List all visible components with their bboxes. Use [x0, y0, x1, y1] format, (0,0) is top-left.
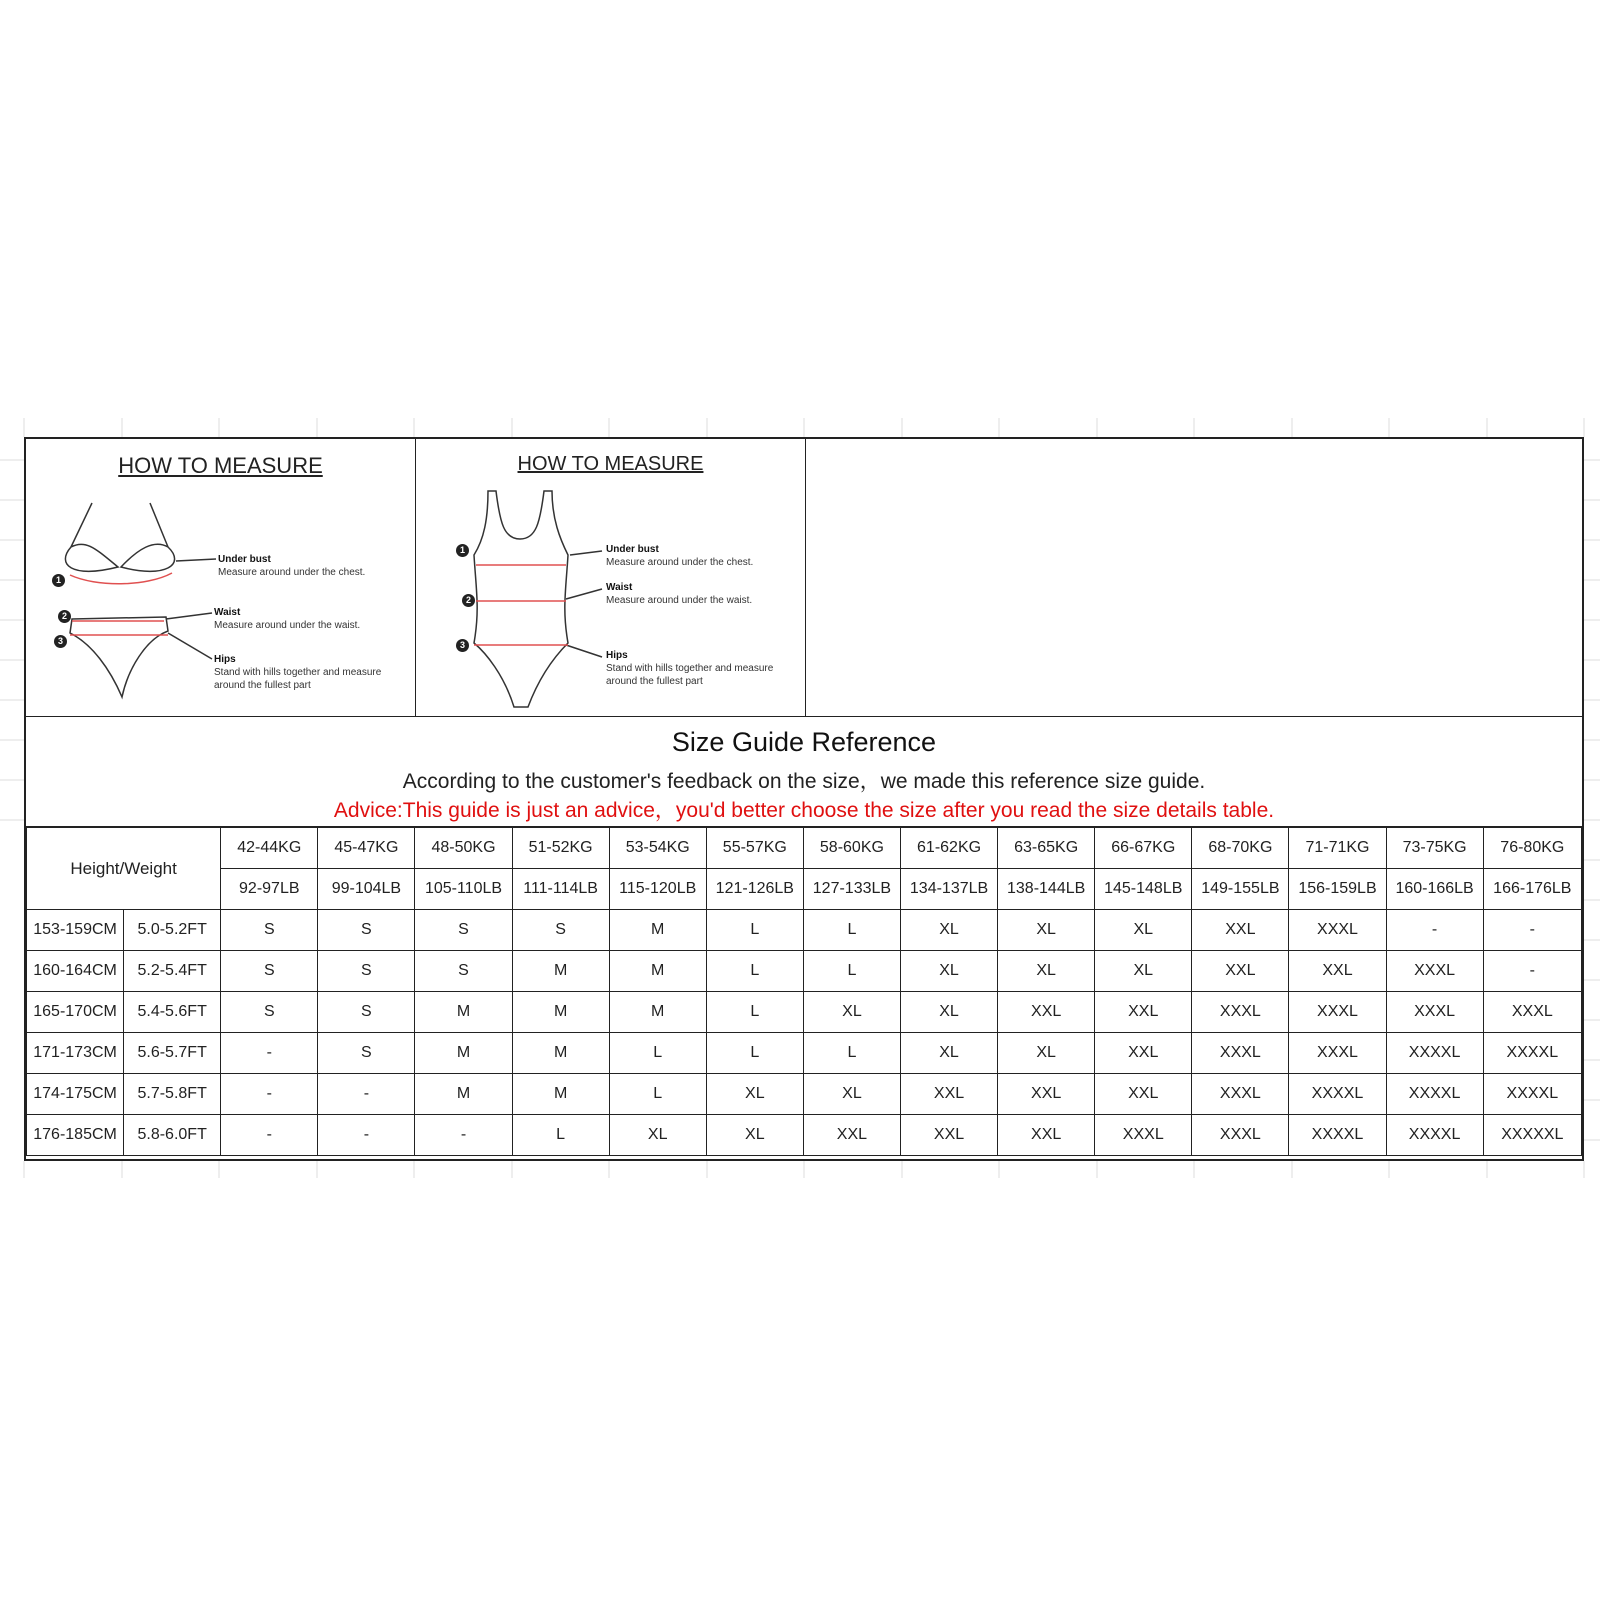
size-cell: XXXXL: [1386, 1074, 1483, 1115]
size-cell: XXXXL: [1483, 1033, 1581, 1074]
height-ft-cell: 5.4-5.6FT: [124, 992, 221, 1033]
size-cell: XXXXL: [1386, 1033, 1483, 1074]
size-cell: XXL: [1095, 1074, 1192, 1115]
size-cell: XXL: [900, 1115, 997, 1156]
size-cell: XXL: [1095, 1033, 1192, 1074]
size-table: [26, 827, 1582, 1156]
size-cell: S: [415, 951, 512, 992]
weight-kg-cell: 48-50KG: [415, 828, 512, 869]
size-cell: XXL: [803, 1115, 900, 1156]
height-ft-cell: 5.0-5.2FT: [124, 910, 221, 951]
weight-lb-cell: 99-104LB: [318, 869, 415, 910]
how-to-measure-onepiece-panel: [416, 439, 806, 717]
size-cell: XL: [706, 1074, 803, 1115]
table-row: [27, 992, 1582, 1033]
size-cell: XXL: [998, 992, 1095, 1033]
size-cell: M: [609, 951, 706, 992]
size-cell: M: [512, 992, 609, 1033]
size-cell: XXXL: [1386, 951, 1483, 992]
size-cell: -: [1386, 910, 1483, 951]
height-cm-cell: 171-173CM: [27, 1033, 124, 1074]
size-cell: XXXL: [1289, 1033, 1386, 1074]
size-cell: L: [706, 1033, 803, 1074]
table-row: [27, 1033, 1582, 1074]
weight-kg-cell: 76-80KG: [1483, 828, 1581, 869]
label-name: Under bust: [606, 544, 659, 555]
label-name: Hips: [606, 650, 628, 661]
size-cell: XXXL: [1095, 1115, 1192, 1156]
height-cm-cell: 153-159CM: [27, 910, 124, 951]
size-cell: L: [706, 910, 803, 951]
size-cell: XXXXL: [1386, 1115, 1483, 1156]
size-cell: XL: [998, 951, 1095, 992]
table-row: [27, 910, 1582, 951]
size-cell: -: [221, 1033, 318, 1074]
label-name: Waist: [214, 607, 241, 618]
size-cell: -: [1483, 910, 1581, 951]
measure-number-3: 3: [54, 635, 67, 648]
table-row: [27, 951, 1582, 992]
size-cell: XXXL: [1289, 910, 1386, 951]
size-rows: [27, 910, 1582, 1156]
size-cell: S: [221, 910, 318, 951]
size-cell: M: [512, 1033, 609, 1074]
size-cell: XXXL: [1386, 992, 1483, 1033]
waist-label: [606, 581, 786, 607]
guide-title: Size Guide Reference: [671, 727, 937, 757]
table-row: [27, 1115, 1582, 1156]
size-cell: -: [415, 1115, 512, 1156]
size-cell: XXL: [1192, 910, 1289, 951]
panel-title: HOW TO MEASURE: [517, 453, 704, 475]
label-name: Hips: [214, 654, 236, 665]
size-cell: -: [318, 1115, 415, 1156]
weight-kg-cell: 42-44KG: [221, 828, 318, 869]
size-cell: XL: [609, 1115, 706, 1156]
size-cell: -: [221, 1115, 318, 1156]
weight-lb-cell: 156-159LB: [1289, 869, 1386, 910]
size-cell: L: [706, 951, 803, 992]
weight-kg-cell: 66-67KG: [1095, 828, 1192, 869]
weight-lb-cell: 105-110LB: [415, 869, 512, 910]
size-cell: -: [1483, 951, 1581, 992]
size-cell: S: [318, 910, 415, 951]
size-cell: M: [415, 992, 512, 1033]
weight-lb-cell: 121-126LB: [706, 869, 803, 910]
height-weight-header: Height/Weight: [27, 828, 221, 910]
height-cm-cell: 176-185CM: [27, 1115, 124, 1156]
size-cell: XXXL: [1192, 1115, 1289, 1156]
label-desc: Stand with hills together and measure around the fullest part: [214, 667, 382, 691]
size-cell: XXL: [1095, 992, 1192, 1033]
size-cell: M: [609, 910, 706, 951]
size-cell: XXXXL: [1483, 1074, 1581, 1115]
size-cell: XXXL: [1192, 992, 1289, 1033]
size-cell: S: [318, 992, 415, 1033]
size-cell: XXL: [1192, 951, 1289, 992]
size-cell: S: [221, 951, 318, 992]
hips-label: [606, 649, 786, 688]
hips-label: [214, 653, 394, 692]
size-cell: L: [803, 910, 900, 951]
size-cell: XL: [1095, 910, 1192, 951]
weight-kg-cell: 61-62KG: [900, 828, 997, 869]
label-desc: Measure around under the waist.: [214, 620, 361, 631]
size-cell: L: [512, 1115, 609, 1156]
size-cell: XXXL: [1192, 1074, 1289, 1115]
height-cm-cell: 174-175CM: [27, 1074, 124, 1115]
size-cell: S: [512, 910, 609, 951]
weight-kg-cell: 53-54KG: [609, 828, 706, 869]
size-cell: XXXXL: [1289, 1074, 1386, 1115]
size-cell: L: [609, 1033, 706, 1074]
weight-kg-cell: 51-52KG: [512, 828, 609, 869]
size-cell: XXXL: [1289, 992, 1386, 1033]
label-name: Waist: [606, 582, 633, 593]
weight-lb-cell: 134-137LB: [900, 869, 997, 910]
panel-title: HOW TO MEASURE: [118, 453, 323, 478]
weight-lb-cell: 138-144LB: [998, 869, 1095, 910]
measure-number-2: 2: [58, 610, 71, 623]
size-cell: XL: [706, 1115, 803, 1156]
size-cell: XXXXXL: [1483, 1115, 1581, 1156]
size-cell: M: [609, 992, 706, 1033]
size-cell: XL: [900, 951, 997, 992]
weight-kg-cell: 63-65KG: [998, 828, 1095, 869]
weight-lb-cell: 92-97LB: [221, 869, 318, 910]
weight-lb-cell: 111-114LB: [512, 869, 609, 910]
size-cell: XXXL: [1192, 1033, 1289, 1074]
size-cell: -: [221, 1074, 318, 1115]
weight-lb-cell: 145-148LB: [1095, 869, 1192, 910]
weight-lb-cell: 166-176LB: [1483, 869, 1581, 910]
size-cell: XXXL: [1483, 992, 1581, 1033]
size-cell: M: [415, 1033, 512, 1074]
height-cm-cell: 165-170CM: [27, 992, 124, 1033]
size-cell: XL: [1095, 951, 1192, 992]
weight-kg-cell: 55-57KG: [706, 828, 803, 869]
weight-kg-cell: 71-71KG: [1289, 828, 1386, 869]
size-cell: XL: [900, 1033, 997, 1074]
size-cell: XL: [803, 1074, 900, 1115]
label-desc: Measure around under the waist.: [606, 595, 753, 606]
size-cell: S: [318, 951, 415, 992]
height-ft-cell: 5.2-5.4FT: [124, 951, 221, 992]
size-cell: XL: [998, 910, 1095, 951]
size-chart-sheet: [24, 437, 1584, 1161]
label-desc: Measure around under the chest.: [606, 557, 754, 568]
size-cell: XL: [900, 992, 997, 1033]
weight-kg-cell: 73-75KG: [1386, 828, 1483, 869]
size-cell: XXL: [1289, 951, 1386, 992]
height-ft-cell: 5.7-5.8FT: [124, 1074, 221, 1115]
size-cell: XL: [900, 910, 997, 951]
size-cell: S: [415, 910, 512, 951]
waist-label: [214, 606, 394, 632]
size-cell: S: [318, 1033, 415, 1074]
measure-number-1: 1: [456, 544, 469, 557]
weight-lb-cell: 149-155LB: [1192, 869, 1289, 910]
how-to-measure-bikini-panel: [26, 439, 416, 717]
size-cell: L: [803, 951, 900, 992]
weight-lb-cell: 127-133LB: [803, 869, 900, 910]
weight-kg-row: [27, 828, 1582, 869]
size-cell: XXXXL: [1289, 1115, 1386, 1156]
height-cm-cell: 160-164CM: [27, 951, 124, 992]
size-cell: M: [512, 1074, 609, 1115]
size-cell: L: [706, 992, 803, 1033]
size-cell: -: [318, 1074, 415, 1115]
table-row: [27, 1074, 1582, 1115]
size-cell: XL: [803, 992, 900, 1033]
weight-lb-cell: 160-166LB: [1386, 869, 1483, 910]
measure-number-1: 1: [52, 574, 65, 587]
size-cell: L: [803, 1033, 900, 1074]
size-cell: XXL: [900, 1074, 997, 1115]
weight-kg-cell: 45-47KG: [318, 828, 415, 869]
size-cell: S: [221, 992, 318, 1033]
size-guide-header: [26, 717, 1582, 827]
height-ft-cell: 5.8-6.0FT: [124, 1115, 221, 1156]
size-cell: M: [512, 951, 609, 992]
size-cell: XXL: [998, 1074, 1095, 1115]
under-bust-label: [218, 553, 398, 579]
under-bust-label: [606, 543, 786, 569]
weight-lb-cell: 115-120LB: [609, 869, 706, 910]
label-name: Under bust: [218, 554, 271, 565]
guide-subtitle: According to the customer's feedback on the size，we made this reference size guide.: [402, 770, 1206, 793]
label-desc: Stand with hills together and measure around the fullest part: [606, 663, 774, 687]
size-cell: XL: [998, 1033, 1095, 1074]
empty-panel: [806, 439, 1582, 717]
label-desc: Measure around under the chest.: [218, 567, 366, 578]
size-cell: M: [415, 1074, 512, 1115]
measure-number-3: 3: [456, 639, 469, 652]
weight-kg-cell: 58-60KG: [803, 828, 900, 869]
weight-kg-cell: 68-70KG: [1192, 828, 1289, 869]
measure-number-2: 2: [462, 594, 475, 607]
guide-advice: Advice:This guide is just an advice，you'd better choose the size after you read the size details table.: [333, 799, 1275, 822]
weight-lb-row: [27, 869, 1582, 910]
size-cell: XXL: [998, 1115, 1095, 1156]
size-cell: L: [609, 1074, 706, 1115]
height-ft-cell: 5.6-5.7FT: [124, 1033, 221, 1074]
